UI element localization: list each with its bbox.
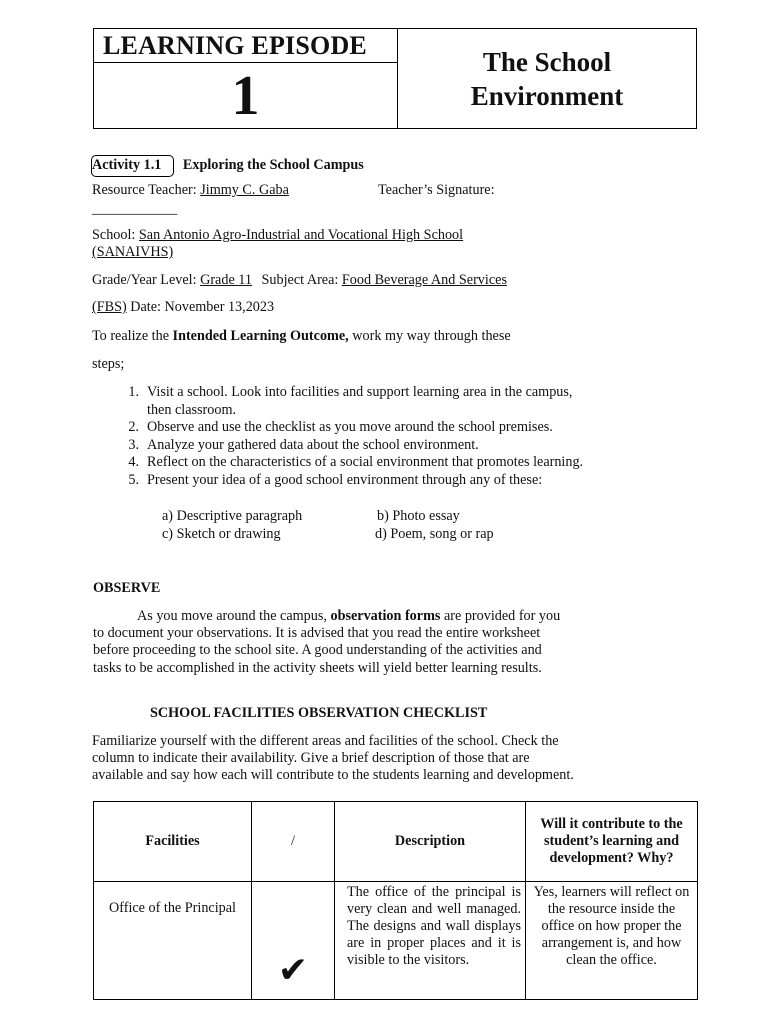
step-number: 3. xyxy=(128,436,139,453)
col-check: / xyxy=(252,802,335,882)
grade-value: Grade 11 xyxy=(200,272,252,288)
option-d: d) Poem, song or rap xyxy=(375,526,494,542)
step-number: 2. xyxy=(128,419,139,435)
checklist-heading: SCHOOL FACILITIES OBSERVATION CHECKLIST xyxy=(150,705,488,721)
subject-value: Food Beverage And Services xyxy=(341,272,507,288)
episode-number: 1 xyxy=(231,64,260,127)
episode-title xyxy=(398,29,696,128)
school-abbrev: (SANAIVHS) xyxy=(92,244,174,260)
resource-teacher-line xyxy=(92,182,289,199)
col-description: Description xyxy=(335,802,526,882)
date-value: November 13,2023 xyxy=(164,299,275,315)
observe-bold: observation forms xyxy=(330,608,441,624)
grade-label: Grade/Year Level: xyxy=(92,272,197,288)
contribution-cell: Yes, learners will reflect on the resource inside the office on how proper the arrangement is, and how clean the office. xyxy=(526,882,698,1000)
step-text: Visit a school. Look into facilities and support learning area in the campus, then classroom. xyxy=(147,384,573,418)
col-contribution: Will it contribute to the student’s learning and development? Why? xyxy=(526,802,698,882)
observe-pre: As you move around the campus, xyxy=(137,608,331,624)
step-number: 4. xyxy=(128,454,139,470)
option-a: a) Descriptive paragraph xyxy=(162,508,303,524)
observation-table xyxy=(93,801,698,1000)
option-c: c) Sketch or drawing xyxy=(162,526,281,542)
observe-paragraph xyxy=(93,608,573,677)
step-item xyxy=(113,419,593,437)
step-number: 1. xyxy=(128,384,139,400)
checkmark-icon: ✔ xyxy=(277,950,309,991)
activity-title: Exploring the School Campus xyxy=(182,157,364,173)
grade-subject-line xyxy=(92,272,507,289)
step-item xyxy=(113,437,593,455)
check-cell xyxy=(252,882,335,1000)
intro-post: work my way through these xyxy=(348,328,511,344)
option-b: b) Photo essay xyxy=(377,508,460,524)
step-text: Present your idea of a good school environment through any of these: xyxy=(147,471,543,488)
school-name: San Antonio Agro-Industrial and Vocational High School xyxy=(138,227,464,243)
episode-label: LEARNING EPISODE xyxy=(94,29,397,63)
episode-title-line2: Environment xyxy=(470,80,624,111)
school-line xyxy=(92,227,463,244)
subject-label: Subject Area: xyxy=(261,272,339,288)
intro-line xyxy=(92,328,511,345)
resource-teacher-name: Jimmy C. Gaba xyxy=(200,182,289,198)
observe-post: are provided for you to document your observations. It is advised that you read the entire worksheet before proceeding to the school site. A good understanding of the activities and tasks to be accomplished in the activity sheets will yield better learning results. xyxy=(93,608,561,676)
table-row xyxy=(94,882,698,1000)
observe-heading: OBSERVE xyxy=(93,580,161,596)
episode-left xyxy=(94,29,398,128)
intro-bold: Intended Learning Outcome, xyxy=(172,328,349,344)
resource-teacher-label: Resource Teacher: xyxy=(92,182,197,198)
step-item xyxy=(113,454,593,472)
activity-number: Activity 1.1 xyxy=(91,155,174,177)
step-item xyxy=(113,472,593,490)
step-text: Observe and use the checklist as you move around the school premises. xyxy=(147,419,553,435)
table-header-row xyxy=(94,802,698,882)
school-label: School: xyxy=(92,227,136,243)
subject-abbrev: (FBS) xyxy=(92,299,127,315)
step-number: 5. xyxy=(128,471,139,488)
step-item xyxy=(113,384,593,419)
step-text: Analyze your gathered data about the school environment. xyxy=(147,436,479,453)
intro-pre: To realize the xyxy=(92,328,173,344)
steps-list xyxy=(113,384,593,489)
description-cell: The office of the principal is very clean and well managed. The designs and wall displays are in proper places and it is visible to the visitors. xyxy=(335,882,526,1000)
intro-line2: steps; xyxy=(92,356,125,372)
checklist-instructions: Familiarize yourself with the different areas and facilities of the school. Check the column to indicate their availability. Give a brief description of those that are available and say how each will contribute to the students learning and development. xyxy=(92,733,574,784)
episode-header xyxy=(93,28,697,129)
step-text: Reflect on the characteristics of a social environment that promotes learning. xyxy=(147,454,584,470)
activity-line xyxy=(93,157,364,174)
facility-cell: Office of the Principal xyxy=(94,882,252,1000)
signature-line: ____________ xyxy=(92,201,178,217)
date-label: Date: xyxy=(130,299,161,315)
episode-title-line1: The School xyxy=(482,46,612,77)
subject-date-line xyxy=(92,299,274,316)
col-facilities: Facilities xyxy=(94,802,252,882)
signature-label: Teacher’s Signature: xyxy=(378,182,495,198)
